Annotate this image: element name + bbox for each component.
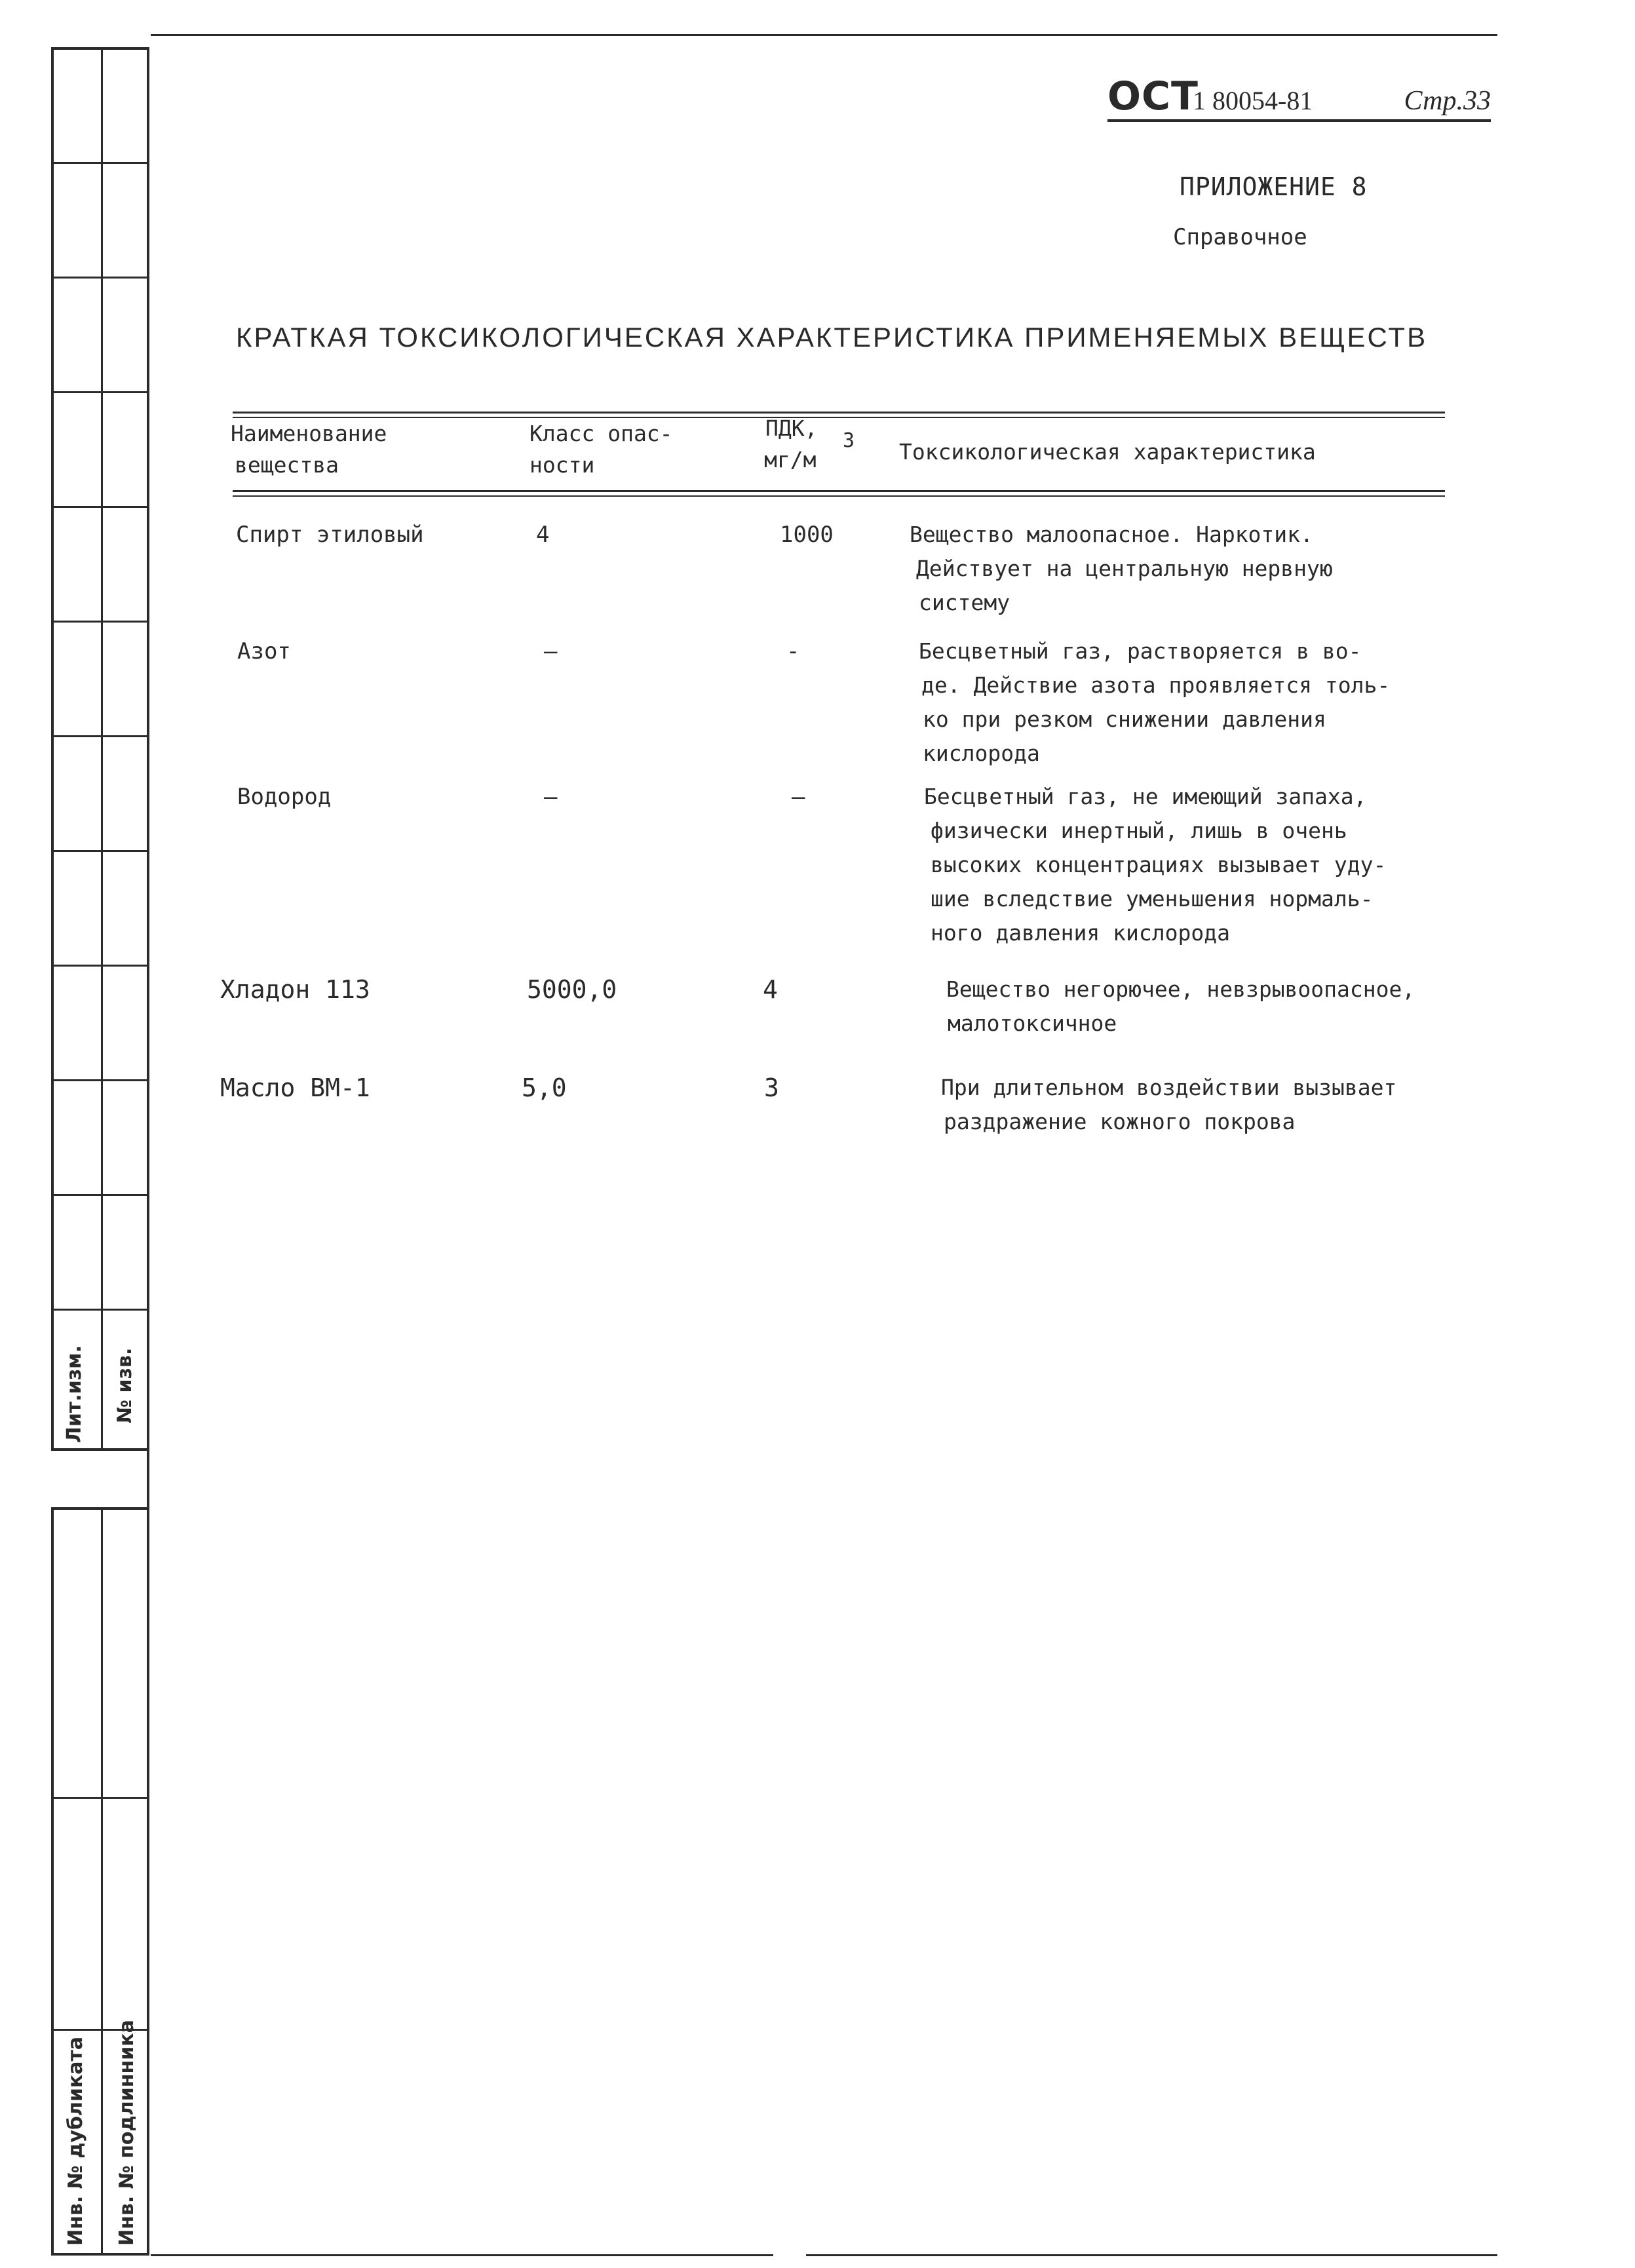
strip-lower-top-border: [51, 1507, 149, 1510]
table-top-rule: [233, 412, 1445, 413]
row-4-tox-line1: Вещество негорючее, невзрывоопасное,: [946, 976, 1415, 1002]
page-bottom-rule-right: [806, 2254, 1497, 2256]
strip-rule: [51, 1309, 149, 1311]
document-header: [1107, 73, 1491, 122]
row-5-name: Масло ВМ-1: [220, 1073, 370, 1102]
header-pdk-line1: ПДК,: [765, 415, 818, 441]
stamp-inv-dubl-label: Инв. № дубликата: [64, 2036, 87, 2246]
strip-upper-bottom-border: [51, 1448, 149, 1451]
table-top-rule-2: [233, 417, 1445, 418]
strip-lower-left-border: [51, 1507, 54, 2256]
strip-rule: [51, 965, 149, 967]
appendix-type: Справочное: [1173, 224, 1307, 250]
row-1-pdk: 1000: [780, 522, 834, 548]
strip-upper-divider: [101, 47, 103, 1450]
ost-mark: ОСТ: [1107, 73, 1199, 119]
row-3-tox-line4: шие вследствие уменьшения нормаль-: [931, 886, 1374, 912]
row-5-class: 5,0: [522, 1073, 567, 1102]
row-2-class: –: [544, 638, 558, 664]
row-5-pdk: 3: [764, 1073, 779, 1102]
stamp-no-izv-label: № изв.: [113, 1347, 136, 1423]
header-pdk-line2: мг/м: [764, 447, 817, 472]
strip-rule: [51, 506, 149, 508]
row-3-name: Водород: [237, 784, 332, 810]
appendix-label: ПРИЛОЖЕНИЕ 8: [1180, 172, 1368, 201]
row-2-name: Азот: [237, 638, 291, 664]
strip-rule: [51, 850, 149, 852]
row-4-tox-line2: малотоксичное: [948, 1010, 1117, 1036]
row-2-tox-line4: кислорода: [923, 740, 1040, 766]
strip-rule: [51, 1079, 149, 1081]
header-class-line2: ности: [529, 452, 595, 478]
page-number: Стр.33: [1404, 86, 1491, 116]
header-name-line1: Наименование: [231, 421, 387, 446]
row-3-tox-line5: ного давления кислорода: [931, 920, 1230, 946]
strip-rule: [51, 621, 149, 623]
strip-rule: [51, 277, 149, 279]
row-1-class: 4: [536, 522, 550, 548]
row-5-tox-line2: раздражение кожного покрова: [944, 1109, 1296, 1134]
header-name-line2: вещества: [235, 452, 339, 478]
row-2-tox-line3: ко при резком снижении давления: [923, 706, 1326, 732]
strip-right-border: [147, 47, 149, 2256]
row-3-pdk: –: [792, 784, 805, 810]
row-1-tox-line1: Вещество малоопасное. Наркотик.: [910, 522, 1313, 547]
page-top-rule: [151, 34, 1497, 36]
header-tox: Токсикологическая характеристика: [899, 439, 1316, 465]
header-pdk-superscript: 3: [843, 429, 855, 452]
strip-rule: [51, 162, 149, 164]
row-4-class: 5000,0: [527, 975, 617, 1004]
strip-top-border: [51, 47, 149, 50]
row-1-tox-line3: систему: [919, 590, 1010, 615]
strip-rule: [51, 735, 149, 737]
row-1-tox-line2: Действует на центральную нервную: [916, 556, 1333, 581]
row-5-tox-line1: При длительном воздействии вызывает: [941, 1075, 1397, 1100]
stamp-strip: [51, 47, 149, 2256]
strip-rule: [51, 391, 149, 393]
stamp-lit-izm-label: Лит.изм.: [63, 1345, 86, 1443]
document-title: КРАТКАЯ ТОКСИКОЛОГИЧЕСКАЯ ХАРАКТЕРИСТИКА ПРИМЕНЯЕМЫХ ВЕЩЕСТВ: [236, 322, 1428, 353]
row-3-tox-line2: физически инертный, лишь в очень: [931, 818, 1347, 843]
row-2-tox-line1: Бесцветный газ, растворяется в во-: [919, 638, 1362, 664]
stamp-inv-podl-label: Инв. № подлинника: [115, 2020, 138, 2246]
strip-rule: [51, 1194, 149, 1196]
row-3-class: –: [544, 784, 558, 810]
strip-upper-left-border: [51, 47, 54, 1450]
strip-rule: [51, 1797, 149, 1799]
row-2-pdk: -: [786, 638, 800, 664]
header-class-line1: Класс опас-: [529, 421, 673, 446]
row-2-tox-line2: де. Действие азота проявляется толь-: [921, 672, 1391, 698]
row-4-name: Хладон 113: [220, 975, 370, 1004]
row-3-tox-line3: высоких концентрациях вызывает уду-: [931, 852, 1387, 877]
table-header-rule-2: [233, 495, 1445, 497]
row-3-tox-line1: Бесцветный газ, не имеющий запаха,: [924, 784, 1367, 809]
table-header-rule: [233, 490, 1445, 492]
strip-lower-bottom-border: [51, 2253, 149, 2256]
ost-number: 1 80054-81: [1193, 86, 1313, 115]
row-4-pdk: 4: [763, 975, 778, 1004]
strip-lower-divider: [101, 1507, 103, 2256]
page-bottom-rule-left: [151, 2254, 773, 2256]
row-1-name: Спирт этиловый: [236, 522, 424, 548]
